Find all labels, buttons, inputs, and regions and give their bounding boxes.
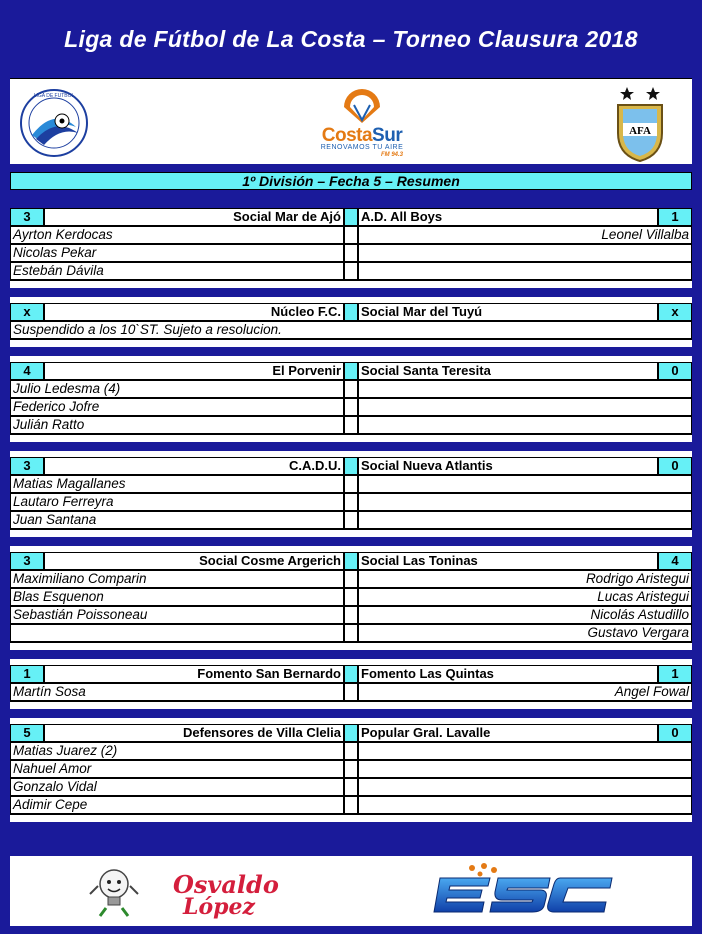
scorer-divider: [344, 588, 358, 606]
home-scorer: Estebán Dávila: [10, 262, 344, 280]
costa-word-a: Costa: [321, 125, 373, 146]
divider-band: [10, 164, 692, 172]
away-team: A.D. All Boys: [358, 208, 658, 226]
scorer-divider: [344, 493, 358, 511]
away-scorer: [358, 760, 692, 778]
divider-band: [10, 822, 692, 848]
away-team: Social Mar del Tuyú: [358, 303, 658, 321]
away-scorer: Nicolás Astudillo: [358, 606, 692, 624]
home-scorer: Sebastián Poissoneau: [10, 606, 344, 624]
costa-slogan: RENOVAMOS TU AIRE: [320, 144, 404, 151]
scorer-row: [10, 796, 692, 814]
away-score: 0: [658, 362, 692, 380]
home-team: Social Mar de Ajó: [44, 208, 344, 226]
home-scorer: Maximiliano Comparin: [10, 570, 344, 588]
scorer-divider: [344, 796, 358, 814]
divider-band: [10, 442, 692, 451]
home-scorer: Matias Juarez (2): [10, 742, 344, 760]
away-scorer: [358, 778, 692, 796]
match-spacer: [10, 642, 692, 650]
away-scorer: Angel Fowal: [358, 683, 692, 701]
home-scorer: Martín Sosa: [10, 683, 344, 701]
match-header: [10, 362, 692, 380]
match-spacer: [10, 701, 692, 709]
match-spacer: [10, 434, 692, 442]
match-spacer: [10, 814, 692, 822]
home-team: El Porvenir: [44, 362, 344, 380]
lightbulb-mascot-icon: [86, 864, 142, 920]
away-scorer: [358, 398, 692, 416]
match-header: [10, 303, 692, 321]
home-scorer: Blas Esquenon: [10, 588, 344, 606]
home-score: 3: [10, 208, 44, 226]
scorer-divider: [344, 380, 358, 398]
scorer-row: [10, 742, 692, 760]
match-header: [10, 457, 692, 475]
scorer-row: [10, 588, 692, 606]
esc-logo-icon: [432, 862, 622, 922]
away-score: 1: [658, 665, 692, 683]
divider-band: [10, 537, 692, 546]
scorer-row: [10, 570, 692, 588]
match-header: [10, 724, 692, 742]
osvaldo-name-last: López: [183, 894, 256, 920]
home-scorer: Nahuel Amor: [10, 760, 344, 778]
svg-text:LIGA DE FUTBOL: LIGA DE FUTBOL: [33, 93, 75, 99]
home-team: C.A.D.U.: [44, 457, 344, 475]
right-border: [692, 78, 702, 862]
divider-band: [10, 347, 692, 356]
score-divider: [344, 724, 358, 742]
home-team: Defensores de Villa Clelia: [44, 724, 344, 742]
page-title: Liga de Fútbol de La Costa – Torneo Clausura 2018: [64, 26, 638, 52]
scorer-row: [10, 398, 692, 416]
home-scorer: Matias Magallanes: [10, 475, 344, 493]
scorer-divider: [344, 570, 358, 588]
logo-strip: [10, 78, 692, 165]
scorer-row: [10, 380, 692, 398]
scorer-row: [10, 226, 692, 244]
scorer-row: [10, 778, 692, 796]
away-team: Popular Gral. Lavalle: [358, 724, 658, 742]
osvaldo-lopez-logo: [155, 866, 285, 920]
away-score: 4: [658, 552, 692, 570]
away-scorer: [358, 262, 692, 280]
home-scorer: [10, 624, 344, 642]
afa-crest-icon: [612, 81, 668, 163]
away-team: Fomento Las Quintas: [358, 665, 658, 683]
match-spacer: [10, 529, 692, 537]
scorer-row: [10, 416, 692, 434]
score-divider: [344, 552, 358, 570]
away-scorer: [358, 416, 692, 434]
away-score: x: [658, 303, 692, 321]
away-scorer: [358, 380, 692, 398]
title-bar: [0, 0, 702, 78]
costa-sur-logo: [302, 87, 422, 159]
costa-word-b: Sur: [372, 125, 403, 146]
away-scorer: [358, 742, 692, 760]
home-score: x: [10, 303, 44, 321]
scorer-divider: [344, 475, 358, 493]
home-scorer: Ayrton Kerdocas: [10, 226, 344, 244]
score-divider: [344, 362, 358, 380]
scorer-divider: [344, 624, 358, 642]
away-scorer: Gustavo Vergara: [358, 624, 692, 642]
footer-left-border: [0, 848, 10, 934]
home-scorer: Federico Jofre: [10, 398, 344, 416]
away-team: Social Las Toninas: [358, 552, 658, 570]
sponsor-footer: [10, 856, 692, 926]
scorer-divider: [344, 244, 358, 262]
scorer-divider: [344, 683, 358, 701]
scorer-row: [10, 624, 692, 642]
divider-band: [10, 709, 692, 718]
home-scorer: Nicolas Pekar: [10, 244, 344, 262]
footer-right-border: [692, 848, 702, 934]
scorer-row: [10, 244, 692, 262]
away-scorer: [358, 475, 692, 493]
away-scorer: Leonel Villalba: [358, 226, 692, 244]
scorer-divider: [344, 262, 358, 280]
away-score: 0: [658, 724, 692, 742]
scorer-divider: [344, 606, 358, 624]
home-scorer: Julio Ledesma (4): [10, 380, 344, 398]
scorer-divider: [344, 760, 358, 778]
match-header: [10, 552, 692, 570]
away-team: Social Nueva Atlantis: [358, 457, 658, 475]
divider-band: [10, 190, 692, 208]
home-scorer: Adimir Cepe: [10, 796, 344, 814]
osvaldo-name-first: Osvaldo: [173, 870, 279, 899]
away-scorer: Rodrigo Aristegui: [358, 570, 692, 588]
left-border: [0, 78, 10, 862]
score-divider: [344, 208, 358, 226]
footer-band: [0, 926, 702, 934]
scorer-row: [10, 606, 692, 624]
scorer-divider: [344, 511, 358, 529]
scorer-divider: [344, 416, 358, 434]
afa-letters: AFA: [629, 125, 651, 137]
match-spacer: [10, 280, 692, 288]
divider-band: [10, 650, 692, 659]
scorer-row: [10, 262, 692, 280]
scorer-divider: [344, 778, 358, 796]
scorer-divider: [344, 398, 358, 416]
home-team: Núcleo F.C.: [44, 303, 344, 321]
scorer-row: [10, 475, 692, 493]
away-scorer: [358, 493, 692, 511]
scorer-divider: [344, 742, 358, 760]
home-scorer: Juan Santana: [10, 511, 344, 529]
scorer-row: [10, 493, 692, 511]
away-score: 1: [658, 208, 692, 226]
home-score: 1: [10, 665, 44, 683]
home-team: Fomento San Bernardo: [44, 665, 344, 683]
home-scorer: Lautaro Ferreyra: [10, 493, 344, 511]
scorer-row: [10, 511, 692, 529]
scorer-row: [10, 760, 692, 778]
costa-sur-fan-icon: [340, 87, 384, 125]
score-divider: [344, 303, 358, 321]
liga-costa-logo-icon: [18, 87, 90, 159]
home-score: 5: [10, 724, 44, 742]
divider-band: [10, 288, 692, 297]
match-spacer: [10, 339, 692, 347]
section-title: 1º División – Fecha 5 – Resumen: [10, 172, 692, 190]
home-score: 4: [10, 362, 44, 380]
score-divider: [344, 457, 358, 475]
away-score: 0: [658, 457, 692, 475]
home-score: 3: [10, 552, 44, 570]
away-scorer: Lucas Aristegui: [358, 588, 692, 606]
costa-frequency: FM 94.3: [380, 152, 403, 158]
footer-band: [0, 848, 702, 856]
away-team: Social Santa Teresita: [358, 362, 658, 380]
score-divider: [344, 665, 358, 683]
home-score: 3: [10, 457, 44, 475]
match-note: Suspendido a los 10`ST. Sujeto a resolucion.: [10, 321, 692, 339]
home-scorer: Gonzalo Vidal: [10, 778, 344, 796]
away-scorer: [358, 511, 692, 529]
home-scorer: Julián Ratto: [10, 416, 344, 434]
scorer-divider: [344, 226, 358, 244]
match-header: [10, 208, 692, 226]
scorer-row: [10, 683, 692, 701]
match-header: [10, 665, 692, 683]
away-scorer: [358, 796, 692, 814]
away-scorer: [358, 244, 692, 262]
home-team: Social Cosme Argerich: [44, 552, 344, 570]
